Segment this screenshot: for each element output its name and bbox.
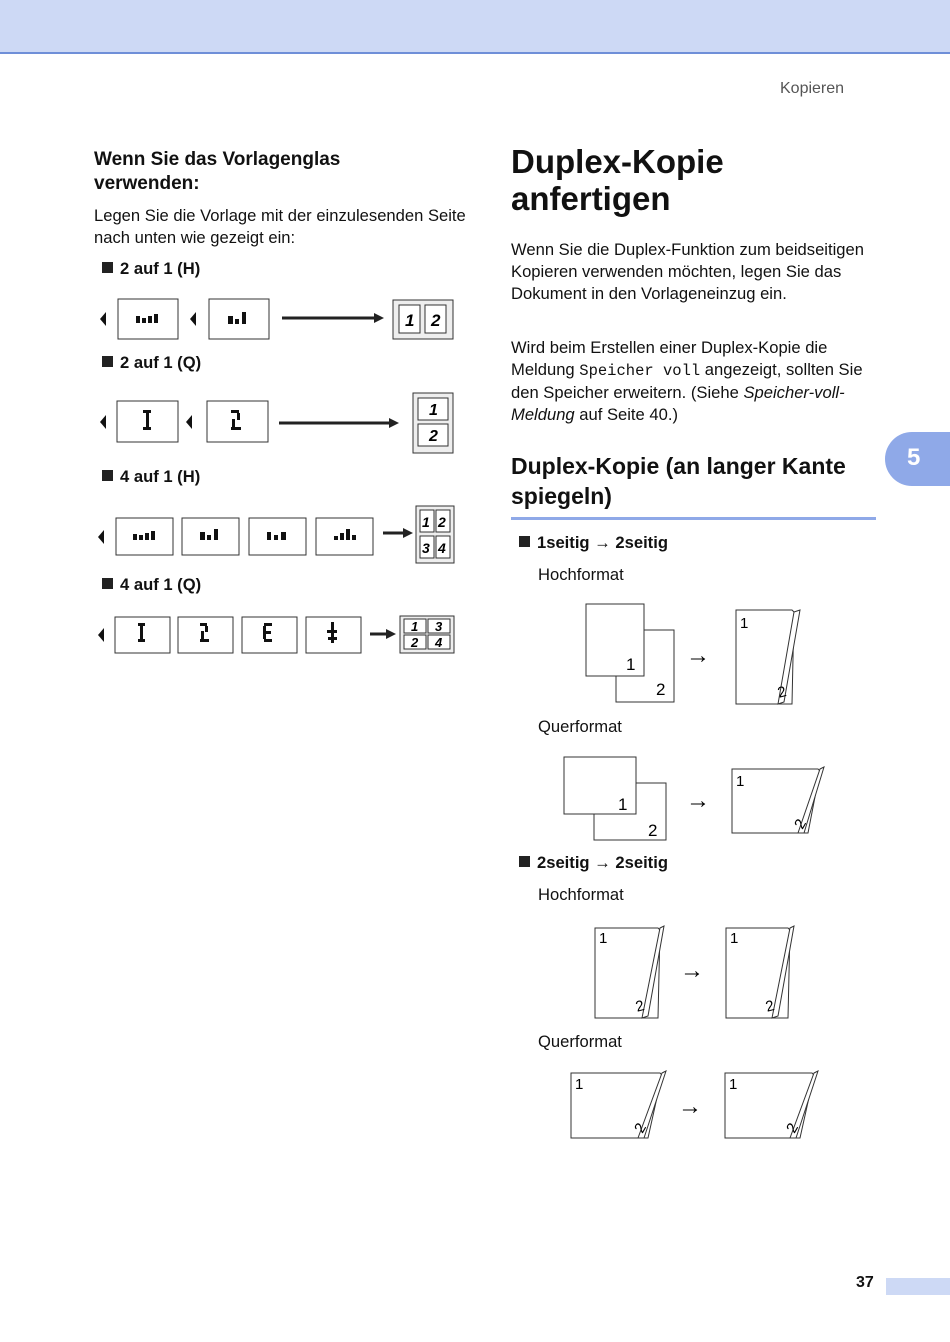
lcd-message: Speicher voll: [579, 362, 701, 380]
memory-paragraph: Wird beim Erstellen einer Duplex-Kopie die Meldung Speicher voll angezeigt, sollten Sie den Speicher erweitern. (Siehe Speicher-voll-Meldung auf Seite 40.): [511, 338, 863, 424]
figure-2to2-landscape: [566, 1068, 826, 1144]
arrow-right-icon: [403, 528, 413, 538]
arrow-left-icon: [190, 312, 196, 326]
page-number-mark: 1: [626, 655, 636, 674]
section-heading: Wenn Sie das Vorlagenglas verwenden:: [94, 149, 341, 194]
arrow-left-icon: [98, 530, 104, 544]
bullet-square-icon: [102, 578, 113, 589]
page-number-mark: 2: [763, 997, 777, 1016]
orientation-label: Querformat: [538, 1032, 622, 1051]
diagram-2in1-portrait: [94, 294, 459, 344]
page-number-mark: 2: [633, 997, 647, 1016]
orientation-label: Hochformat: [538, 885, 624, 904]
diagram-2in1-landscape: [94, 390, 459, 458]
duplex-paragraph: Wenn Sie die Duplex-Funktion zum beidseitigen Kopieren verwenden möchten, legen Sie das Dokument in den Vorlageneinzug ein.: [511, 240, 864, 303]
page-number-mark: 4: [438, 540, 446, 556]
bullet-square-icon: [102, 470, 113, 481]
page-number: 37: [856, 1274, 874, 1291]
page-number-mark: 2: [791, 816, 810, 832]
arrow-right-icon: →: [680, 957, 704, 984]
arrow-right-icon: →: [686, 787, 710, 814]
bullet-4in1-landscape: 4 auf 1 (Q): [102, 575, 201, 595]
page-number-mark: 1: [575, 1076, 584, 1093]
orientation-label: Hochformat: [538, 565, 624, 584]
page-number-mark: 3: [435, 619, 443, 634]
page-title: Duplex-Kopie anfertigen: [511, 143, 724, 217]
original-page-icon: [207, 401, 268, 442]
page-number-mark: 1: [740, 615, 749, 632]
page-number-mark: 1: [618, 795, 628, 814]
arrow-right-icon: [374, 313, 384, 323]
figure-2to2-portrait: [590, 920, 810, 1024]
bullet-4in1-portrait: 4 auf 1 (H): [102, 467, 200, 487]
rotated-text-icon: [263, 623, 272, 642]
orientation-label: Querformat: [538, 717, 622, 736]
original-page-icon: [178, 617, 233, 653]
page-number-mark: 4: [435, 635, 443, 650]
arrow-left-icon: [100, 312, 106, 326]
original-page-icon: [316, 518, 373, 555]
arrow-right-icon: →: [686, 642, 710, 669]
bullet-square-icon: [519, 856, 530, 867]
page-number-mark: 2: [438, 514, 446, 530]
arrow-right-icon: →: [678, 1093, 702, 1120]
bullet-2sided-to-2sided: 2seitig → 2seitig: [519, 853, 668, 873]
header-band: [0, 0, 950, 54]
page-number-mark: 1: [736, 773, 745, 790]
figure-1to2-landscape: [560, 752, 840, 847]
bullet-square-icon: [102, 262, 113, 273]
page-number-mark: 2: [431, 311, 441, 330]
original-page-icon: [116, 518, 173, 555]
diagram-4in1-landscape: [94, 610, 459, 660]
running-head: Kopieren: [780, 80, 845, 97]
page-number-mark: 2: [775, 683, 789, 702]
bullet-2in1-landscape: 2 auf 1 (Q): [102, 353, 201, 373]
bullet-square-icon: [519, 536, 530, 547]
bullet-1sided-to-2sided: 1seitig → 2seitig: [519, 533, 668, 553]
page-number-mark: 2: [783, 1120, 802, 1136]
page-number-mark: 1: [729, 1076, 738, 1093]
page-number-mark: 1: [730, 930, 739, 947]
page-number-mark: 3: [422, 540, 430, 556]
page-number-mark: 2: [648, 821, 658, 840]
page-number-mark: 1: [429, 402, 438, 419]
arrow-left-icon: [98, 628, 104, 642]
section-subheading: Duplex-Kopie (an langer Kante spiegeln): [511, 451, 876, 520]
page-number-mark: 1: [599, 930, 608, 947]
diagram-4in1-portrait: [94, 502, 459, 570]
page-number-mark: 1: [422, 514, 430, 530]
arrow-left-icon: [100, 415, 106, 429]
page-number-mark: 1: [405, 311, 415, 330]
bullet-square-icon: [102, 356, 113, 367]
chapter-tab: 5: [885, 432, 950, 486]
intro-paragraph: Legen Sie die Vorlage mit der einzulesenden Seite nach unten wie gezeigt ein:: [94, 206, 466, 247]
page-number-mark: 1: [411, 619, 419, 634]
cross-reference-link[interactable]: Speicher-voll-Meldung: [511, 383, 845, 424]
page-number-mark: 2: [631, 1120, 650, 1136]
arrow-left-icon: [186, 415, 192, 429]
arrow-right-icon: [386, 629, 396, 639]
bullet-2in1-portrait: 2 auf 1 (H): [102, 259, 200, 279]
original-page-icon: [242, 617, 297, 653]
page-number-mark: 2: [411, 635, 419, 650]
arrow-right-icon: [389, 418, 399, 428]
page-number-mark: 2: [429, 428, 438, 445]
footer-bar: [886, 1278, 950, 1295]
figure-1to2-portrait: [580, 598, 820, 710]
page-number-mark: 2: [656, 680, 666, 699]
